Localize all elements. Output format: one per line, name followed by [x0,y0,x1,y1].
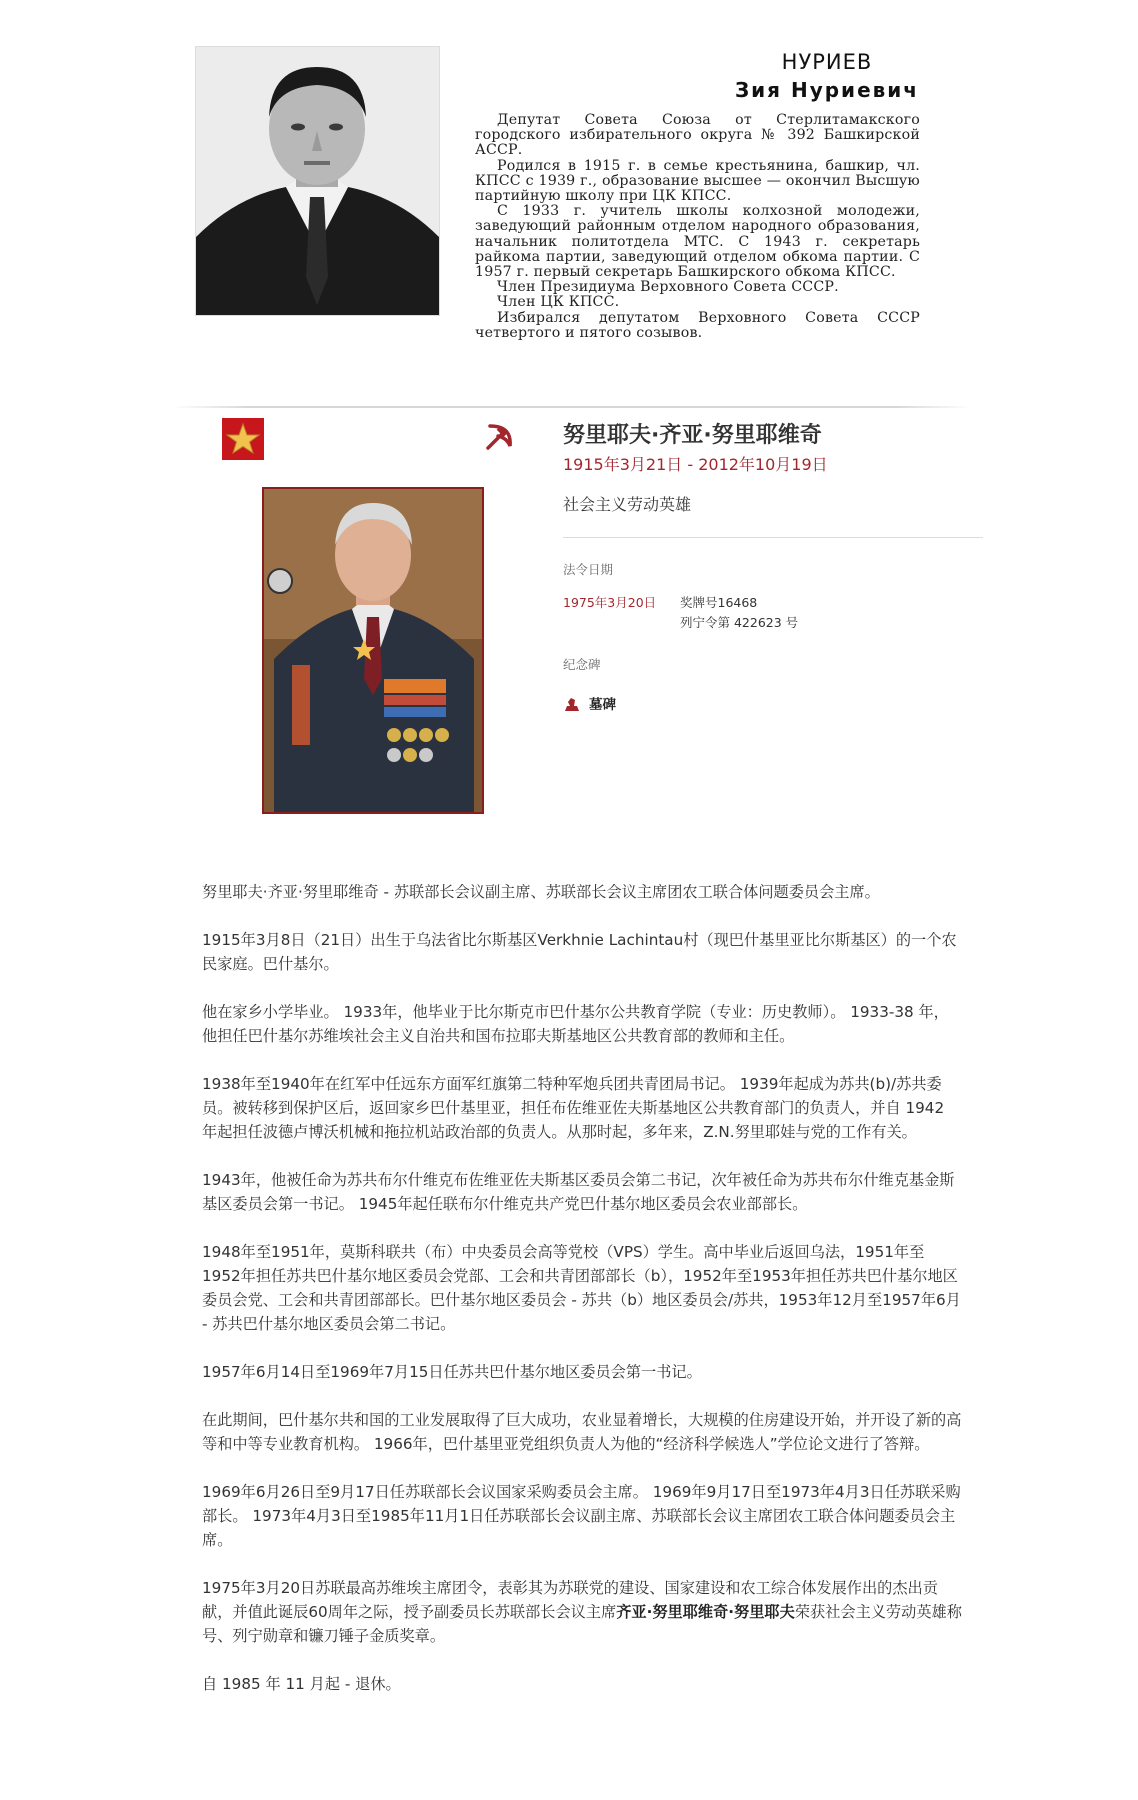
bio-paragraph: Избирался депутатом Верховного Совета СССР четвертого и пятого созывов. [475,309,920,341]
hero-divider [563,537,983,538]
hero-title: 社会主义劳动英雄 [563,495,692,514]
monument-item-label: 墓碑 [589,697,616,713]
award-numbers [680,593,798,633]
article-paragraph: 1938年至1940年在红军中任远东方面军红旗第二特种军炮兵团共青团局书记。 1939年起成为苏共(b)/苏共委员。被转移到保护区后，返回家乡巴什基里亚，担任布佐维亚佐夫斯基地区公共教育部门的负责人，并自 1942 年起担任波德卢博沃机械和拖拉机站政治部的负责人。从那时起，多年来，Z.N.努里耶娃与党的工作有关。 [202,1075,945,1141]
article-paragraph: 1969年6月26日至9月17日任苏联部长会议国家采购委员会主席。 1969年9月17日至1973年4月3日任苏联采购部长。 1973年4月3日至1985年11月1日任苏联部长会议副主席、苏联部长会议主席团农工联合体问题委员会主席。 [202,1483,961,1549]
hero-name: 努里耶夫·齐亚·努里耶维奇 [563,423,822,448]
article-paragraph: 他在家乡小学毕业。 1933年，他毕业于比尔斯克市巴什基尔公共教育学院（专业：历史教师）。 1933-38 年，他担任巴什基尔苏维埃社会主义自治共和国布拉耶夫斯基地区公共教育部的教师和主任。 [202,1003,949,1045]
portrait-bw-illustration [196,47,439,315]
article-paragraph: 1948年至1951年，莫斯科联共（布）中央委员会高等党校（VPS）学生。高中毕业后返回乌法，1951年至1952年担任苏共巴什基尔地区委员会党部、工会和共青团部部长（b），1952年至1953年担任苏共巴什基尔地区委员会党、工会和共青团部部长。巴什基尔地区委员会 - 苏共（b）地区委员会/苏共，1953年12月至1957年6月 - 苏共巴什基尔地区委员会第二书记。 [202,1243,961,1333]
bio-paragraph: С 1933 г. учитель школы колхозной молодежи, заведующий районным отделом народного образования, начальник политотдела МТС. С 1943 г. секретарь райкома партии, заведующий отделом обкома партии. С 1957 г. первый секретарь Башкирского обкома КПСС. [475,203,920,281]
russian-bio-text [475,113,920,341]
hammer-sickle-icon [482,420,516,454]
biography-article [202,880,962,1720]
hero-life-dates: 1915年3月21日 - 2012年10月19日 [563,455,828,474]
decree-date-label: 法令日期 [563,562,614,577]
award-text-start: 1975年3月20日苏联最高苏维埃主席团令，表彰其为苏联党的建设、国家建设和农工综合体发展作出的杰出贡献，并值此诞辰60周年之际，授予副委员长苏联部长会议主席 [202,1579,938,1621]
bio-paragraph: Родился в 1915 г. в семье крестьянина, башкир, чл. КПСС с 1939 г., образование высшее — окончил Высшую партийную школу при ЦК КПСС. [475,157,920,205]
russian-surname: НУРИЕВ [781,50,873,74]
article-paragraph: 1957年6月14日至1969年7月15日任苏共巴什基尔地区委员会第一书记。 [202,1363,702,1381]
award-text-end: 荣获社会主义劳动英雄称号、列宁勋章和镰刀锤子金质奖章。 [202,1603,962,1645]
portrait-color-illustration [264,489,482,812]
gold-star-icon [222,418,264,460]
monument-icon [563,696,581,712]
article-paragraph: 1915年3月8日（21日）出生于乌法省比尔斯基区Verkhnie Lachintau村（现巴什基里亚比尔斯基区）的一个农民家庭。巴什基尔。 [202,931,957,973]
bio-paragraph: Член Президиума Верховного Совета СССР. [497,279,839,296]
bio-paragraph: Член ЦК КПСС. [497,294,620,311]
russian-given-names: Зия Нуриевич [734,78,920,102]
portrait-photo-bw [195,46,440,316]
article-paragraph: 自 1985 年 11 月起 - 退休。 [202,1675,401,1693]
article-paragraph: 1943年，他被任命为苏共布尔什维克布佐维亚佐夫斯基区委员会第二书记，次年被任命为苏共布尔什维克基金斯基区委员会第一书记。 1945年起任联布尔什维克共产党巴什基尔地区委员会农业部部长。 [202,1171,955,1213]
bio-paragraph: Депутат Совета Союза от Стерлитамакского городского избирательного округа № 392 Башкирской АССР. [475,112,920,159]
award-name-bold: 齐亚·努里耶维奇·努里耶夫 [616,1603,795,1621]
medal-number: 奖牌号16468 [680,595,758,610]
decree-date-value: 1975年3月20日 [563,595,657,610]
scanned-bio-card [175,28,975,408]
monument-item[interactable] [563,693,616,713]
monument-label: 纪念碑 [563,657,601,672]
article-paragraph: 努里耶夫·齐亚·努里耶维奇 - 苏联部长会议副主席、苏联部长会议主席团农工联合体问题委员会主席。 [202,883,880,901]
article-paragraph: 在此期间，巴什基尔共和国的工业发展取得了巨大成功，农业显着增长，大规模的住房建设开始，并开设了新的高等和中等专业教育机构。 1966年，巴什基里亚党组织负责人为他的“经济科学候选人”学位论文进行了答辩。 [202,1411,962,1453]
order-number: 列宁令第 422623 号 [680,615,799,630]
section-divider [172,406,972,408]
article-paragraph-award [202,1576,962,1648]
hero-portrait-photo [262,487,484,814]
